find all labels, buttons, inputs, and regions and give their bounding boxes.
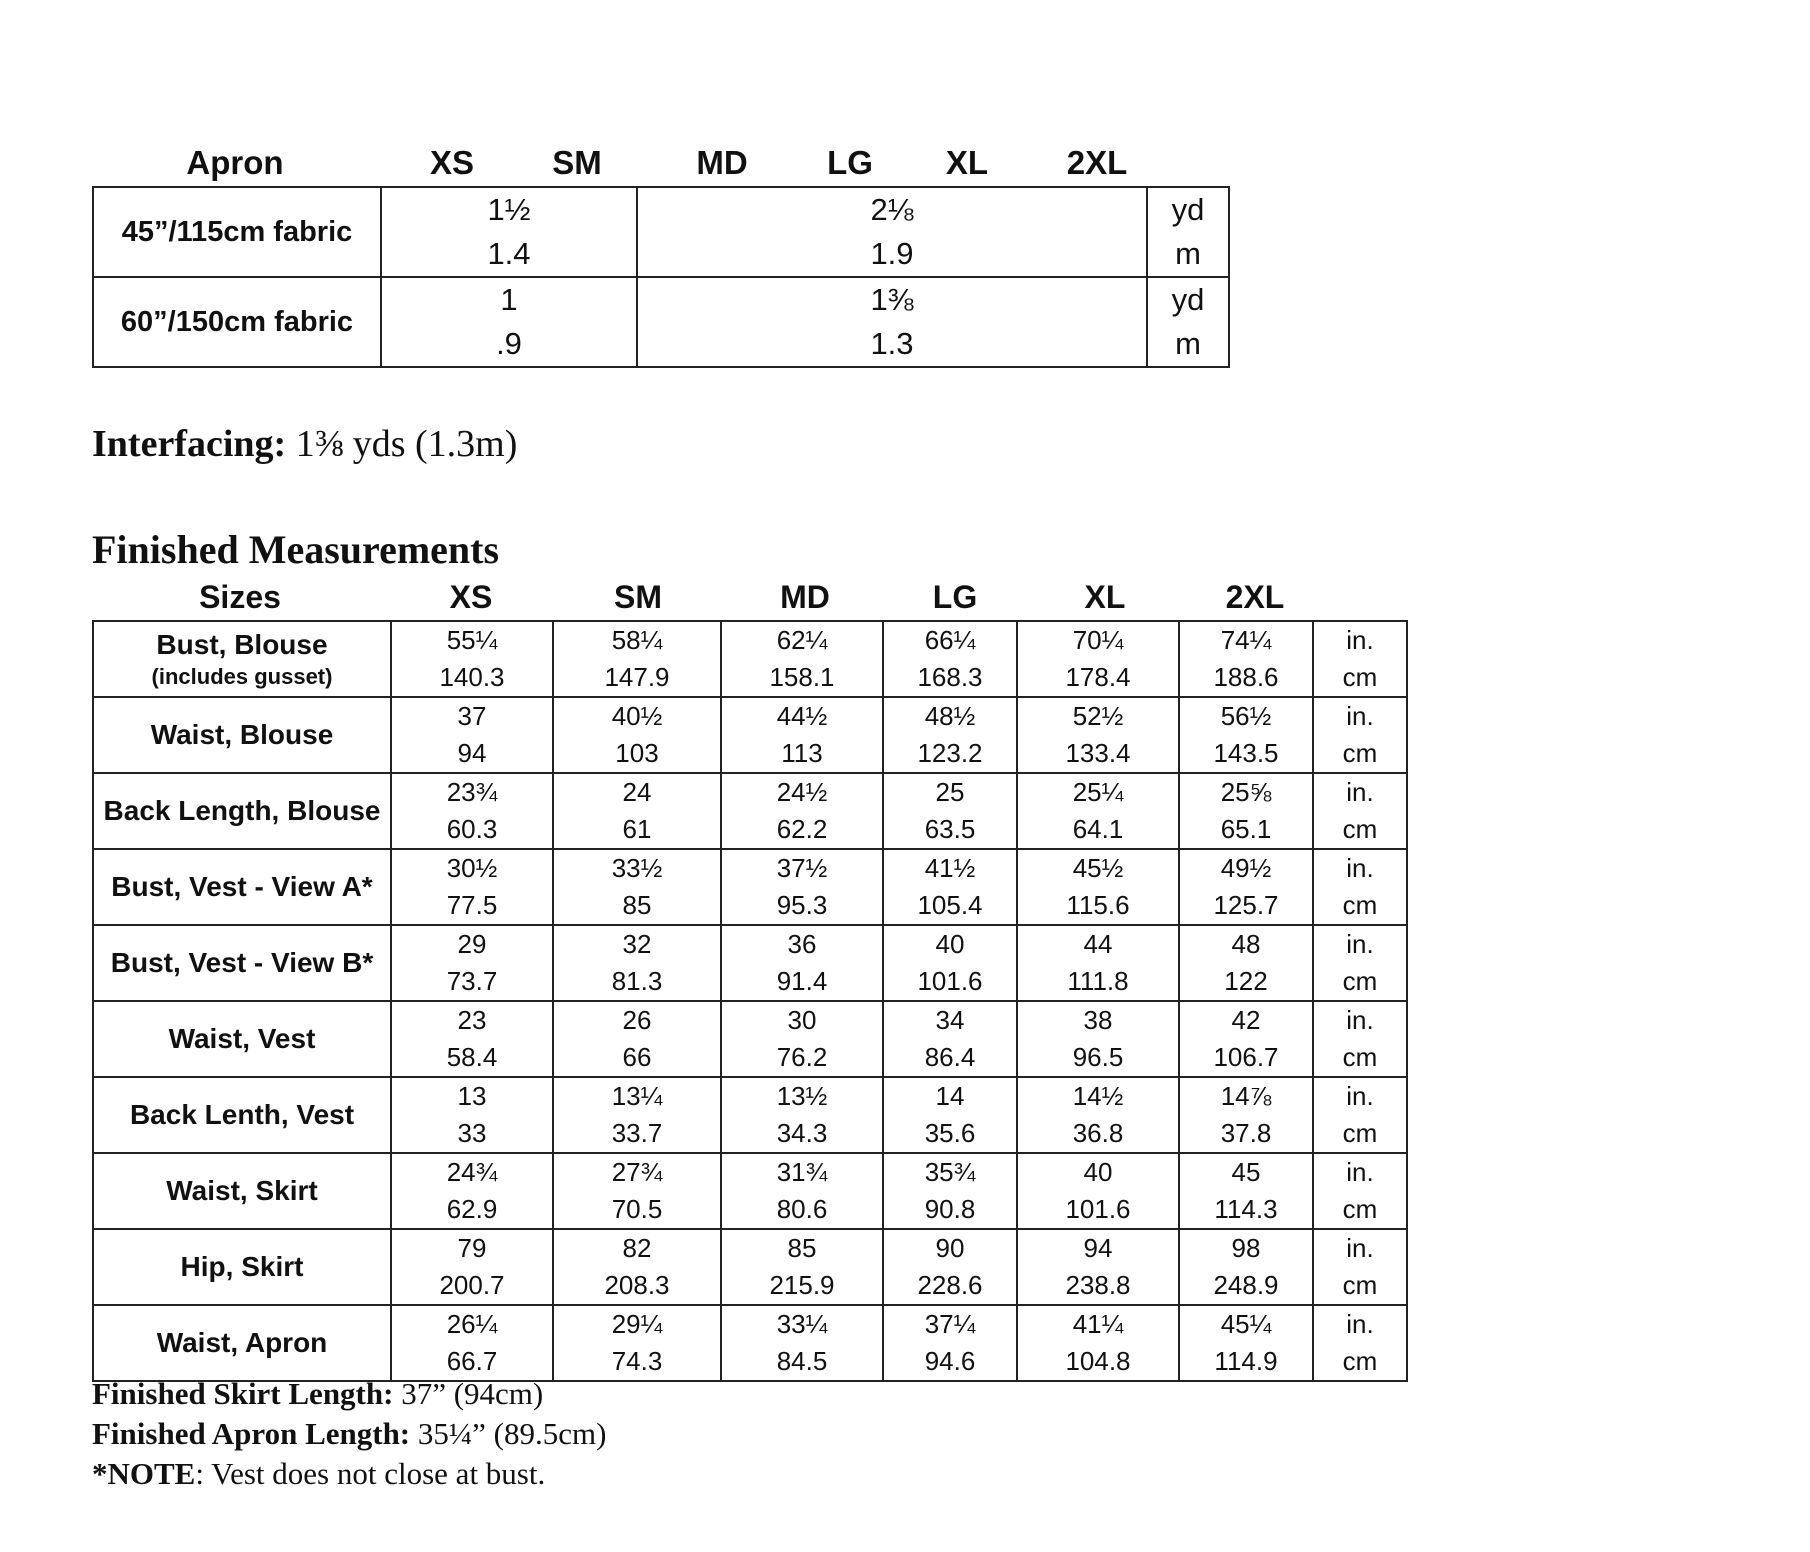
measurement-cell: [391, 1153, 553, 1229]
apron-size-md: MD: [696, 144, 748, 181]
apron-size-xl: XL: [945, 144, 989, 181]
measurement-label-text: Waist, Vest: [168, 1023, 316, 1054]
measurement-label: [93, 697, 391, 773]
units-cell: [1313, 849, 1407, 925]
measurement-cell: [553, 621, 721, 697]
measurement-cm: 62.9: [446, 1194, 498, 1224]
unit-cm: cm: [1342, 1042, 1378, 1072]
measurement-inches: 32: [622, 929, 652, 959]
measurement-inches: 38: [1083, 1005, 1113, 1035]
measurement-cell: [883, 773, 1017, 849]
measurement-inches: 45: [1231, 1157, 1261, 1187]
measurement-inches: 35¾: [924, 1157, 976, 1187]
apron-large-sizes-cell: [637, 187, 1147, 277]
measurement-label-text: Waist, Blouse: [150, 719, 334, 750]
measurement-label: [93, 621, 391, 697]
measurement-cell: [1017, 1229, 1179, 1305]
measurement-cell: [391, 1305, 553, 1381]
measurement-inches: 55¼: [446, 625, 498, 655]
measurement-inches: 25: [935, 777, 965, 807]
unit-cm: cm: [1342, 814, 1378, 844]
apron-small-sizes-cell: [381, 187, 637, 277]
measurement-inches: 85: [787, 1233, 817, 1263]
apron-length-value: 35¼” (89.5cm): [417, 1416, 607, 1451]
measurement-cm: 66.7: [446, 1346, 498, 1376]
apron-value-m: 1.9: [870, 236, 914, 271]
skirt-length-line: [92, 1376, 543, 1412]
measurement-inches: 27¾: [611, 1157, 663, 1187]
measurement-inches: 45¼: [1220, 1309, 1272, 1339]
measurement-inches: 26: [622, 1005, 652, 1035]
unit-cm: cm: [1342, 1194, 1378, 1224]
measurement-label: [93, 1153, 391, 1229]
fm-size-lg: LG: [932, 579, 978, 615]
apron-value-yd: 1: [500, 282, 518, 317]
measurement-cell: [1179, 1001, 1313, 1077]
measurement-cm: 215.9: [769, 1270, 835, 1300]
apron-size-xs: XS: [429, 144, 475, 181]
measurement-cm: 106.7: [1213, 1042, 1279, 1072]
measurement-inches: 24¾: [446, 1157, 498, 1187]
measurement-cell: [553, 1001, 721, 1077]
units-cell: [1313, 1077, 1407, 1153]
measurement-cell: [553, 1305, 721, 1381]
sizes-header-label: Sizes: [199, 579, 281, 615]
measurement-cm: 74.3: [611, 1346, 663, 1376]
measurement-inches: 66¼: [924, 625, 976, 655]
measurement-cell: [721, 1001, 883, 1077]
vest-note-value: : Vest does not close at bust.: [195, 1456, 546, 1491]
measurement-label-text: Bust, Vest - View B*: [110, 947, 374, 978]
unit-cm: cm: [1342, 1346, 1378, 1376]
apron-unit-m: m: [1175, 326, 1201, 361]
measurement-label-text: Bust, Blouse: [156, 629, 328, 660]
measurement-cm: 61: [622, 814, 652, 844]
measurement-cm: 33.7: [611, 1118, 663, 1148]
measurement-label: [93, 1001, 391, 1077]
measurement-cm: 62.2: [776, 814, 828, 844]
fm-size-2xl: 2XL: [1225, 579, 1285, 615]
measurement-cell: [721, 697, 883, 773]
measurement-inches: 25¼: [1072, 777, 1124, 807]
measurement-cell: [553, 849, 721, 925]
vest-note-label: *NOTE: [92, 1456, 196, 1491]
measurement-cell: [883, 925, 1017, 1001]
measurement-cell: [1017, 925, 1179, 1001]
apron-units-cell: [1147, 187, 1229, 277]
apron-value-m: 1.3: [870, 326, 914, 361]
apron-value-yd: 1⅜: [870, 282, 914, 317]
measurement-cm: 70.5: [611, 1194, 663, 1224]
apron-row-label: 60”/150cm fabric: [93, 277, 381, 367]
measurement-label: [93, 1229, 391, 1305]
units-cell: [1313, 621, 1407, 697]
finished-measurements-title: Finished Measurements: [92, 527, 500, 572]
measurement-cell: [721, 621, 883, 697]
measurement-cell: [1179, 849, 1313, 925]
interfacing-line: [92, 422, 517, 466]
measurement-inches: 37½: [776, 853, 828, 883]
measurement-inches: 23: [457, 1005, 487, 1035]
apron-size-lg: LG: [827, 144, 873, 181]
measurement-cell: [391, 925, 553, 1001]
apron-value-yd: 2⅛: [870, 192, 914, 227]
vest-note-line: [92, 1456, 545, 1492]
measurement-cell: [553, 1077, 721, 1153]
measurement-cm: 34.3: [776, 1118, 828, 1148]
measurement-cell: [1017, 1077, 1179, 1153]
measurement-cell: [1017, 1001, 1179, 1077]
measurement-inches: 14: [935, 1081, 965, 1111]
measurement-row: [93, 849, 1407, 925]
unit-inches: in.: [1346, 1081, 1374, 1111]
measurement-cell: [1179, 1077, 1313, 1153]
measurement-label-text: Hip, Skirt: [180, 1251, 304, 1282]
measurement-label: [93, 773, 391, 849]
measurement-row: [93, 621, 1407, 697]
apron-small-sizes-cell: [381, 277, 637, 367]
measurement-cell: [391, 697, 553, 773]
measurement-cell: [721, 1153, 883, 1229]
measurement-cell: [1179, 1229, 1313, 1305]
measurement-label-text: Waist, Skirt: [166, 1175, 318, 1206]
measurement-cm: 84.5: [776, 1346, 828, 1376]
units-cell: [1313, 1001, 1407, 1077]
measurement-inches: 42: [1231, 1005, 1261, 1035]
units-cell: [1313, 697, 1407, 773]
interfacing-value: 1⅜ yds (1.3m): [295, 423, 518, 465]
measurement-inches: 44: [1083, 929, 1113, 959]
measurement-cm: 103: [615, 738, 659, 768]
fm-size-xs: XS: [449, 579, 493, 615]
measurement-inches: 90: [935, 1233, 965, 1263]
apron-length-label: Finished Apron Length:: [92, 1416, 411, 1451]
apron-unit-yd: yd: [1171, 192, 1205, 227]
measurement-cm: 91.4: [776, 966, 828, 996]
measurement-cm: 101.6: [917, 966, 983, 996]
unit-cm: cm: [1342, 1270, 1378, 1300]
measurement-cell: [1179, 1305, 1313, 1381]
measurement-cm: 96.5: [1072, 1042, 1124, 1072]
measurement-inches: 14⅞: [1220, 1081, 1272, 1111]
apron-row: [93, 277, 1229, 367]
measurement-cell: [1017, 621, 1179, 697]
apron-row-label: 45”/115cm fabric: [93, 187, 381, 277]
measurement-label: [93, 1077, 391, 1153]
measurement-cm: 36.8: [1072, 1118, 1124, 1148]
measurement-inches: 30½: [446, 853, 498, 883]
measurement-inches: 37: [457, 701, 487, 731]
measurement-cell: [883, 849, 1017, 925]
measurement-inches: 74¼: [1220, 625, 1272, 655]
measurement-inches: 58¼: [611, 625, 663, 655]
measurement-inches: 41¼: [1072, 1309, 1124, 1339]
measurement-row: [93, 1305, 1407, 1381]
measurement-inches: 31¾: [776, 1157, 828, 1187]
measurement-cell: [1017, 1305, 1179, 1381]
measurement-inches: 79: [457, 1233, 487, 1263]
measurement-cell: [883, 697, 1017, 773]
measurement-inches: 40: [935, 929, 965, 959]
measurement-cell: [1017, 773, 1179, 849]
measurement-cell: [391, 1229, 553, 1305]
unit-inches: in.: [1346, 625, 1374, 655]
measurement-cm: 200.7: [439, 1270, 505, 1300]
unit-inches: in.: [1346, 1005, 1374, 1035]
unit-cm: cm: [1342, 890, 1378, 920]
measurement-cell: [391, 849, 553, 925]
measurement-inches: 30: [787, 1005, 817, 1035]
measurement-label-text: Waist, Apron: [156, 1327, 328, 1358]
apron-unit-yd: yd: [1171, 282, 1205, 317]
measurement-cm: 125.7: [1213, 890, 1279, 920]
fm-size-xl: XL: [1084, 579, 1126, 615]
units-cell: [1313, 773, 1407, 849]
units-cell: [1313, 925, 1407, 1001]
measurement-cm: 94.6: [924, 1346, 976, 1376]
measurement-cm: 168.3: [917, 662, 983, 692]
measurement-cm: 95.3: [776, 890, 828, 920]
measurement-inches: 37¼: [924, 1309, 976, 1339]
measurement-inches: 13¼: [611, 1081, 663, 1111]
measurement-cm: 123.2: [917, 738, 983, 768]
unit-cm: cm: [1342, 966, 1378, 996]
measurement-inches: 23¾: [446, 777, 498, 807]
apron-large-sizes-cell: [637, 277, 1147, 367]
measurement-inches: 56½: [1220, 701, 1272, 731]
measurement-cell: [553, 773, 721, 849]
measurement-cm: 248.9: [1213, 1270, 1279, 1300]
measurement-cell: [1179, 925, 1313, 1001]
measurement-cell: [391, 621, 553, 697]
measurement-cm: 115.6: [1066, 890, 1130, 920]
skirt-length-value: 37” (94cm): [401, 1376, 544, 1411]
measurement-cm: 65.1: [1220, 814, 1272, 844]
measurement-inches: 25⅝: [1220, 777, 1272, 807]
measurement-inches: 26¼: [446, 1309, 498, 1339]
measurement-cm: 66: [622, 1042, 652, 1072]
measurement-inches: 13: [457, 1081, 487, 1111]
fm-size-sm: SM: [614, 579, 662, 615]
measurement-inches: 14½: [1072, 1081, 1124, 1111]
measurement-label-text: Bust, Vest - View A*: [111, 871, 373, 902]
measurement-inches: 98: [1231, 1233, 1261, 1263]
measurement-inches: 62¼: [776, 625, 828, 655]
measurement-inches: 36: [787, 929, 817, 959]
unit-cm: cm: [1342, 1118, 1378, 1148]
apron-value-m: 1.4: [487, 236, 531, 271]
apron-fabric-table: [92, 186, 1230, 368]
measurement-cm: 104.8: [1065, 1346, 1131, 1376]
measurement-cell: [553, 1153, 721, 1229]
unit-inches: in.: [1346, 777, 1374, 807]
measurement-cm: 101.6: [1065, 1194, 1131, 1224]
interfacing-label: Interfacing:: [92, 423, 287, 465]
measurement-cm: 105.4: [917, 890, 983, 920]
apron-value-yd: 1½: [487, 192, 531, 227]
unit-cm: cm: [1342, 662, 1378, 692]
measurement-cell: [883, 621, 1017, 697]
measurement-label: [93, 1305, 391, 1381]
unit-inches: in.: [1346, 929, 1374, 959]
measurement-cm: 64.1: [1072, 814, 1124, 844]
measurement-inches: 40: [1083, 1157, 1113, 1187]
measurement-cell: [721, 849, 883, 925]
measurement-cm: 33: [457, 1118, 487, 1148]
measurement-cell: [553, 1229, 721, 1305]
measurement-inches: 70¼: [1072, 625, 1124, 655]
measurement-cell: [1179, 773, 1313, 849]
measurement-inches: 24½: [776, 777, 828, 807]
measurement-cm: 188.6: [1213, 662, 1279, 692]
measurement-cell: [553, 925, 721, 1001]
measurement-label-text: Back Lenth, Vest: [129, 1099, 355, 1130]
measurement-cm: 35.6: [924, 1118, 976, 1148]
measurement-cell: [391, 1001, 553, 1077]
measurement-cell: [721, 773, 883, 849]
apron-size-2xl: 2XL: [1066, 144, 1128, 181]
measurement-cell: [883, 1153, 1017, 1229]
measurement-inches: 52½: [1072, 701, 1124, 731]
measurement-cell: [883, 1077, 1017, 1153]
measurement-inches: 34: [935, 1005, 965, 1035]
measurement-row: [93, 1001, 1407, 1077]
measurement-row: [93, 1153, 1407, 1229]
measurement-cm: 77.5: [446, 890, 498, 920]
measurement-row: [93, 697, 1407, 773]
apron-unit-m: m: [1175, 236, 1201, 271]
units-cell: [1313, 1305, 1407, 1381]
unit-inches: in.: [1346, 1157, 1374, 1187]
skirt-length-label: Finished Skirt Length:: [92, 1376, 394, 1411]
measurement-cell: [883, 1001, 1017, 1077]
measurement-cm: 114.9: [1214, 1346, 1278, 1376]
measurement-cell: [1017, 1153, 1179, 1229]
measurement-cm: 90.8: [924, 1194, 976, 1224]
measurement-cell: [721, 1077, 883, 1153]
measurement-row: [93, 925, 1407, 1001]
measurement-inches: 94: [1083, 1233, 1113, 1263]
measurement-inches: 41½: [924, 853, 976, 883]
measurement-cm: 147.9: [604, 662, 670, 692]
measurement-inches: 44½: [776, 701, 828, 731]
apron-value-m: .9: [496, 326, 522, 361]
measurement-cm: 228.6: [917, 1270, 983, 1300]
measurement-cm: 63.5: [924, 814, 976, 844]
measurement-cell: [721, 925, 883, 1001]
apron-row: [93, 187, 1229, 277]
measurement-cm: 122: [1224, 966, 1268, 996]
measurement-cm: 60.3: [446, 814, 498, 844]
units-cell: [1313, 1229, 1407, 1305]
apron-size-sm: SM: [552, 144, 602, 181]
measurement-label-note: (includes gusset): [151, 664, 333, 689]
measurement-inches: 29¼: [611, 1309, 663, 1339]
measurement-cm: 94: [457, 738, 487, 768]
measurement-cm: 85: [622, 890, 652, 920]
unit-inches: in.: [1346, 1233, 1374, 1263]
measurement-cm: 86.4: [924, 1042, 976, 1072]
measurement-inches: 40½: [611, 701, 663, 731]
measurement-label: [93, 849, 391, 925]
measurement-cm: 81.3: [611, 966, 663, 996]
measurement-cm: 37.8: [1220, 1118, 1272, 1148]
unit-cm: cm: [1342, 738, 1378, 768]
apron-length-line: [92, 1416, 606, 1452]
measurement-label: [93, 925, 391, 1001]
measurement-cm: 133.4: [1065, 738, 1131, 768]
measurement-cm: 114.3: [1214, 1194, 1278, 1224]
measurement-cm: 73.7: [446, 966, 498, 996]
measurement-cell: [883, 1229, 1017, 1305]
measurement-cm: 140.3: [439, 662, 505, 692]
measurement-cm: 178.4: [1065, 662, 1131, 692]
measurement-inches: 13½: [776, 1081, 828, 1111]
measurement-inches: 49½: [1220, 853, 1272, 883]
measurement-inches: 45½: [1072, 853, 1124, 883]
measurement-cell: [1017, 849, 1179, 925]
units-cell: [1313, 1153, 1407, 1229]
measurement-cm: 208.3: [604, 1270, 670, 1300]
apron-title: Apron: [186, 144, 284, 181]
measurement-cm: 158.1: [769, 662, 835, 692]
measurement-inches: 33½: [611, 853, 663, 883]
measurement-inches: 24: [622, 777, 652, 807]
measurement-cell: [721, 1229, 883, 1305]
measurement-cell: [1179, 1153, 1313, 1229]
fm-size-md: MD: [780, 579, 830, 615]
measurement-cm: 111.8: [1067, 966, 1129, 996]
measurement-row: [93, 1229, 1407, 1305]
apron-units-cell: [1147, 277, 1229, 367]
measurement-label-text: Back Length, Blouse: [103, 795, 381, 826]
measurement-cell: [1179, 621, 1313, 697]
measurement-row: [93, 1077, 1407, 1153]
measurement-cell: [883, 1305, 1017, 1381]
measurement-inches: 33¼: [776, 1309, 828, 1339]
measurement-inches: 82: [622, 1233, 652, 1263]
measurement-cm: 113: [781, 738, 823, 768]
measurement-cm: 58.4: [446, 1042, 498, 1072]
measurement-inches: 29: [457, 929, 487, 959]
measurement-cm: 238.8: [1065, 1270, 1131, 1300]
measurement-inches: 48½: [924, 701, 976, 731]
measurement-cm: 80.6: [776, 1194, 828, 1224]
measurement-cell: [391, 773, 553, 849]
measurement-cm: 143.5: [1213, 738, 1279, 768]
measurement-cell: [1017, 697, 1179, 773]
measurement-row: [93, 773, 1407, 849]
measurement-cell: [721, 1305, 883, 1381]
unit-inches: in.: [1346, 701, 1374, 731]
finished-measurements-table: [92, 620, 1408, 1382]
measurement-cell: [553, 697, 721, 773]
measurement-inches: 48: [1231, 929, 1261, 959]
measurement-cm: 76.2: [776, 1042, 828, 1072]
apron-header-row: [92, 140, 1232, 186]
unit-inches: in.: [1346, 853, 1374, 883]
measurement-cell: [391, 1077, 553, 1153]
unit-inches: in.: [1346, 1309, 1374, 1339]
measurement-cell: [1179, 697, 1313, 773]
